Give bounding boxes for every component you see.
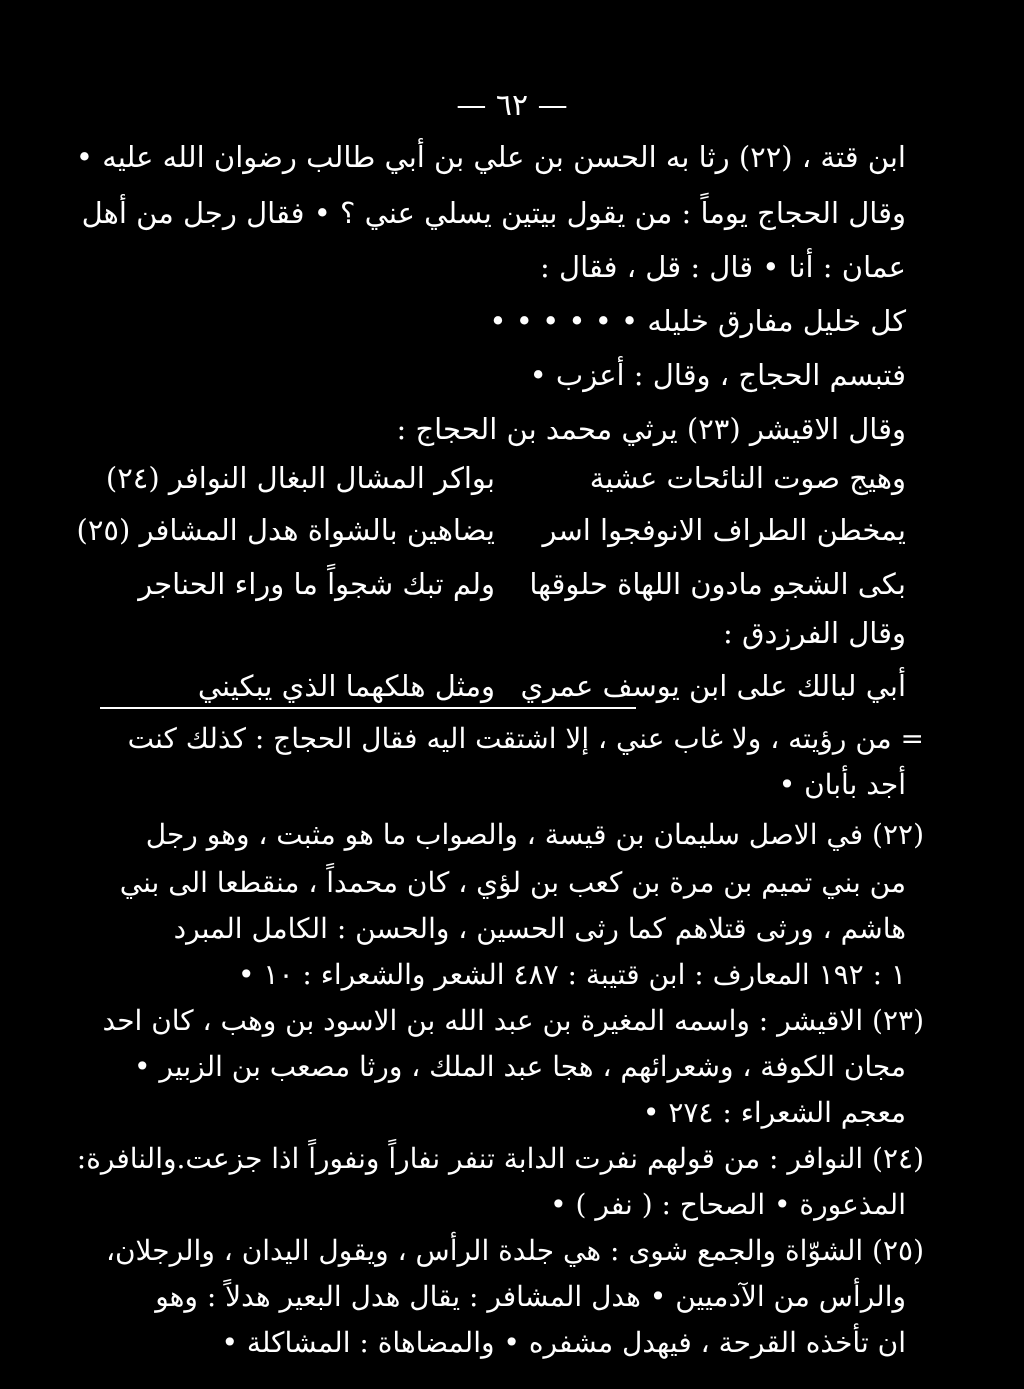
verse-line: كل خليل مفارق خليله • • • • • • — [489, 304, 906, 338]
verse-second-hemistich: بواكر المشال البغال النوافر (٢٤) — [105, 461, 495, 495]
text-line: وقال الحجاج يوماً : من يقول بيتين يسلي عني ؟ • فقال رجل من أهل — [81, 196, 906, 230]
footnote-divider — [100, 707, 636, 709]
footnote-23: (٢٣) الاقيشر : واسمه المغيرة بن عبد الله بن الاسود بن وهب ، كان احد — [102, 1004, 924, 1037]
verse-first-hemistich: بكى الشجو مادون اللهاة حلوقها — [529, 567, 906, 601]
poem-verse — [100, 664, 906, 710]
text-line: وقال الفرزدق : — [723, 616, 906, 650]
text-line: ابن قتة ، (٢٢) رثا به الحسن بن علي بن أبي طالب رضوان الله عليه • — [75, 140, 906, 174]
text-line: فتبسم الحجاج ، وقال : أعزب • — [529, 358, 906, 392]
poem-verse — [76, 508, 906, 554]
verse-first-hemistich: أبي لبالك على ابن يوسف عمري — [520, 669, 906, 703]
footnote-line: هاشم ، ورثى قتلاهم كما رثى الحسين ، والحسن : الكامل المبرد — [173, 912, 906, 945]
verse-second-hemistich: ومثل هلكهما الذي يبكيني — [197, 669, 495, 703]
footnote-line: أجد بأبان • — [778, 768, 906, 801]
footnote-line: والرأس من الآدميين • هدل المشافر : يقال هدل البعير هدلاً : وهو — [155, 1280, 906, 1313]
text-line: عمان : أنا • قال : قل ، فقال : — [540, 250, 906, 284]
footnote-24: (٢٤) النوافر : من قولهم نفرت الدابة تنفر نفاراً ونفوراً اذا جزعت.والنافرة: — [76, 1142, 924, 1175]
page-number: — ٦٢ — — [456, 88, 568, 123]
footnote-line: من بني تميم بن مرة بن كعب بن لؤي ، كان محمداً ، منقطعا الى بني — [119, 866, 906, 899]
footnote-line: = من رؤيته ، ولا غاب عني ، إلا اشتقت اليه فقال الحجاج : كذلك كنت — [127, 722, 924, 755]
poem-verse — [100, 562, 906, 608]
footnote-line: ١ : ١٩٢ المعارف : ابن قتيبة : ٤٨٧ الشعر والشعراء : ١٠ • — [237, 958, 906, 991]
verse-first-hemistich: وهيج صوت النائحات عشية — [589, 461, 906, 495]
footnote-line: مجان الكوفة ، وشعرائهم ، هجا عبد الملك ، ورثا مصعب بن الزبير • — [134, 1050, 906, 1083]
text-line: وقال الاقيشر (٢٣) يرثي محمد بن الحجاج : — [396, 412, 906, 446]
footnote-22: (٢٢) في الاصل سليمان بن قيسة ، والصواب ما هو مثبت ، وهو رجل — [145, 818, 924, 851]
footnote-line: ان تأخذه القرحة ، فيهدل مشفره • والمضاهاة : المشاكلة • — [221, 1326, 906, 1359]
verse-second-hemistich: ولم تبك شجواً ما وراء الحناجر — [138, 567, 495, 601]
poem-verse — [100, 456, 906, 502]
footnote-line: المذعورة • الصحاح : ( نفر ) • — [550, 1188, 906, 1221]
footnote-line: معجم الشعراء : ٢٧٤ • — [642, 1096, 906, 1129]
verse-first-hemistich: يمخطن الطراف الانوفجوا اسر — [542, 513, 906, 547]
footnote-25: (٢٥) الشوّاة والجمع شوى : هي جلدة الرأس ، ويقول اليدان ، والرجلان، — [105, 1234, 924, 1267]
verse-second-hemistich: يضاهين بالشواة هدل المشافر (٢٥) — [76, 513, 495, 547]
